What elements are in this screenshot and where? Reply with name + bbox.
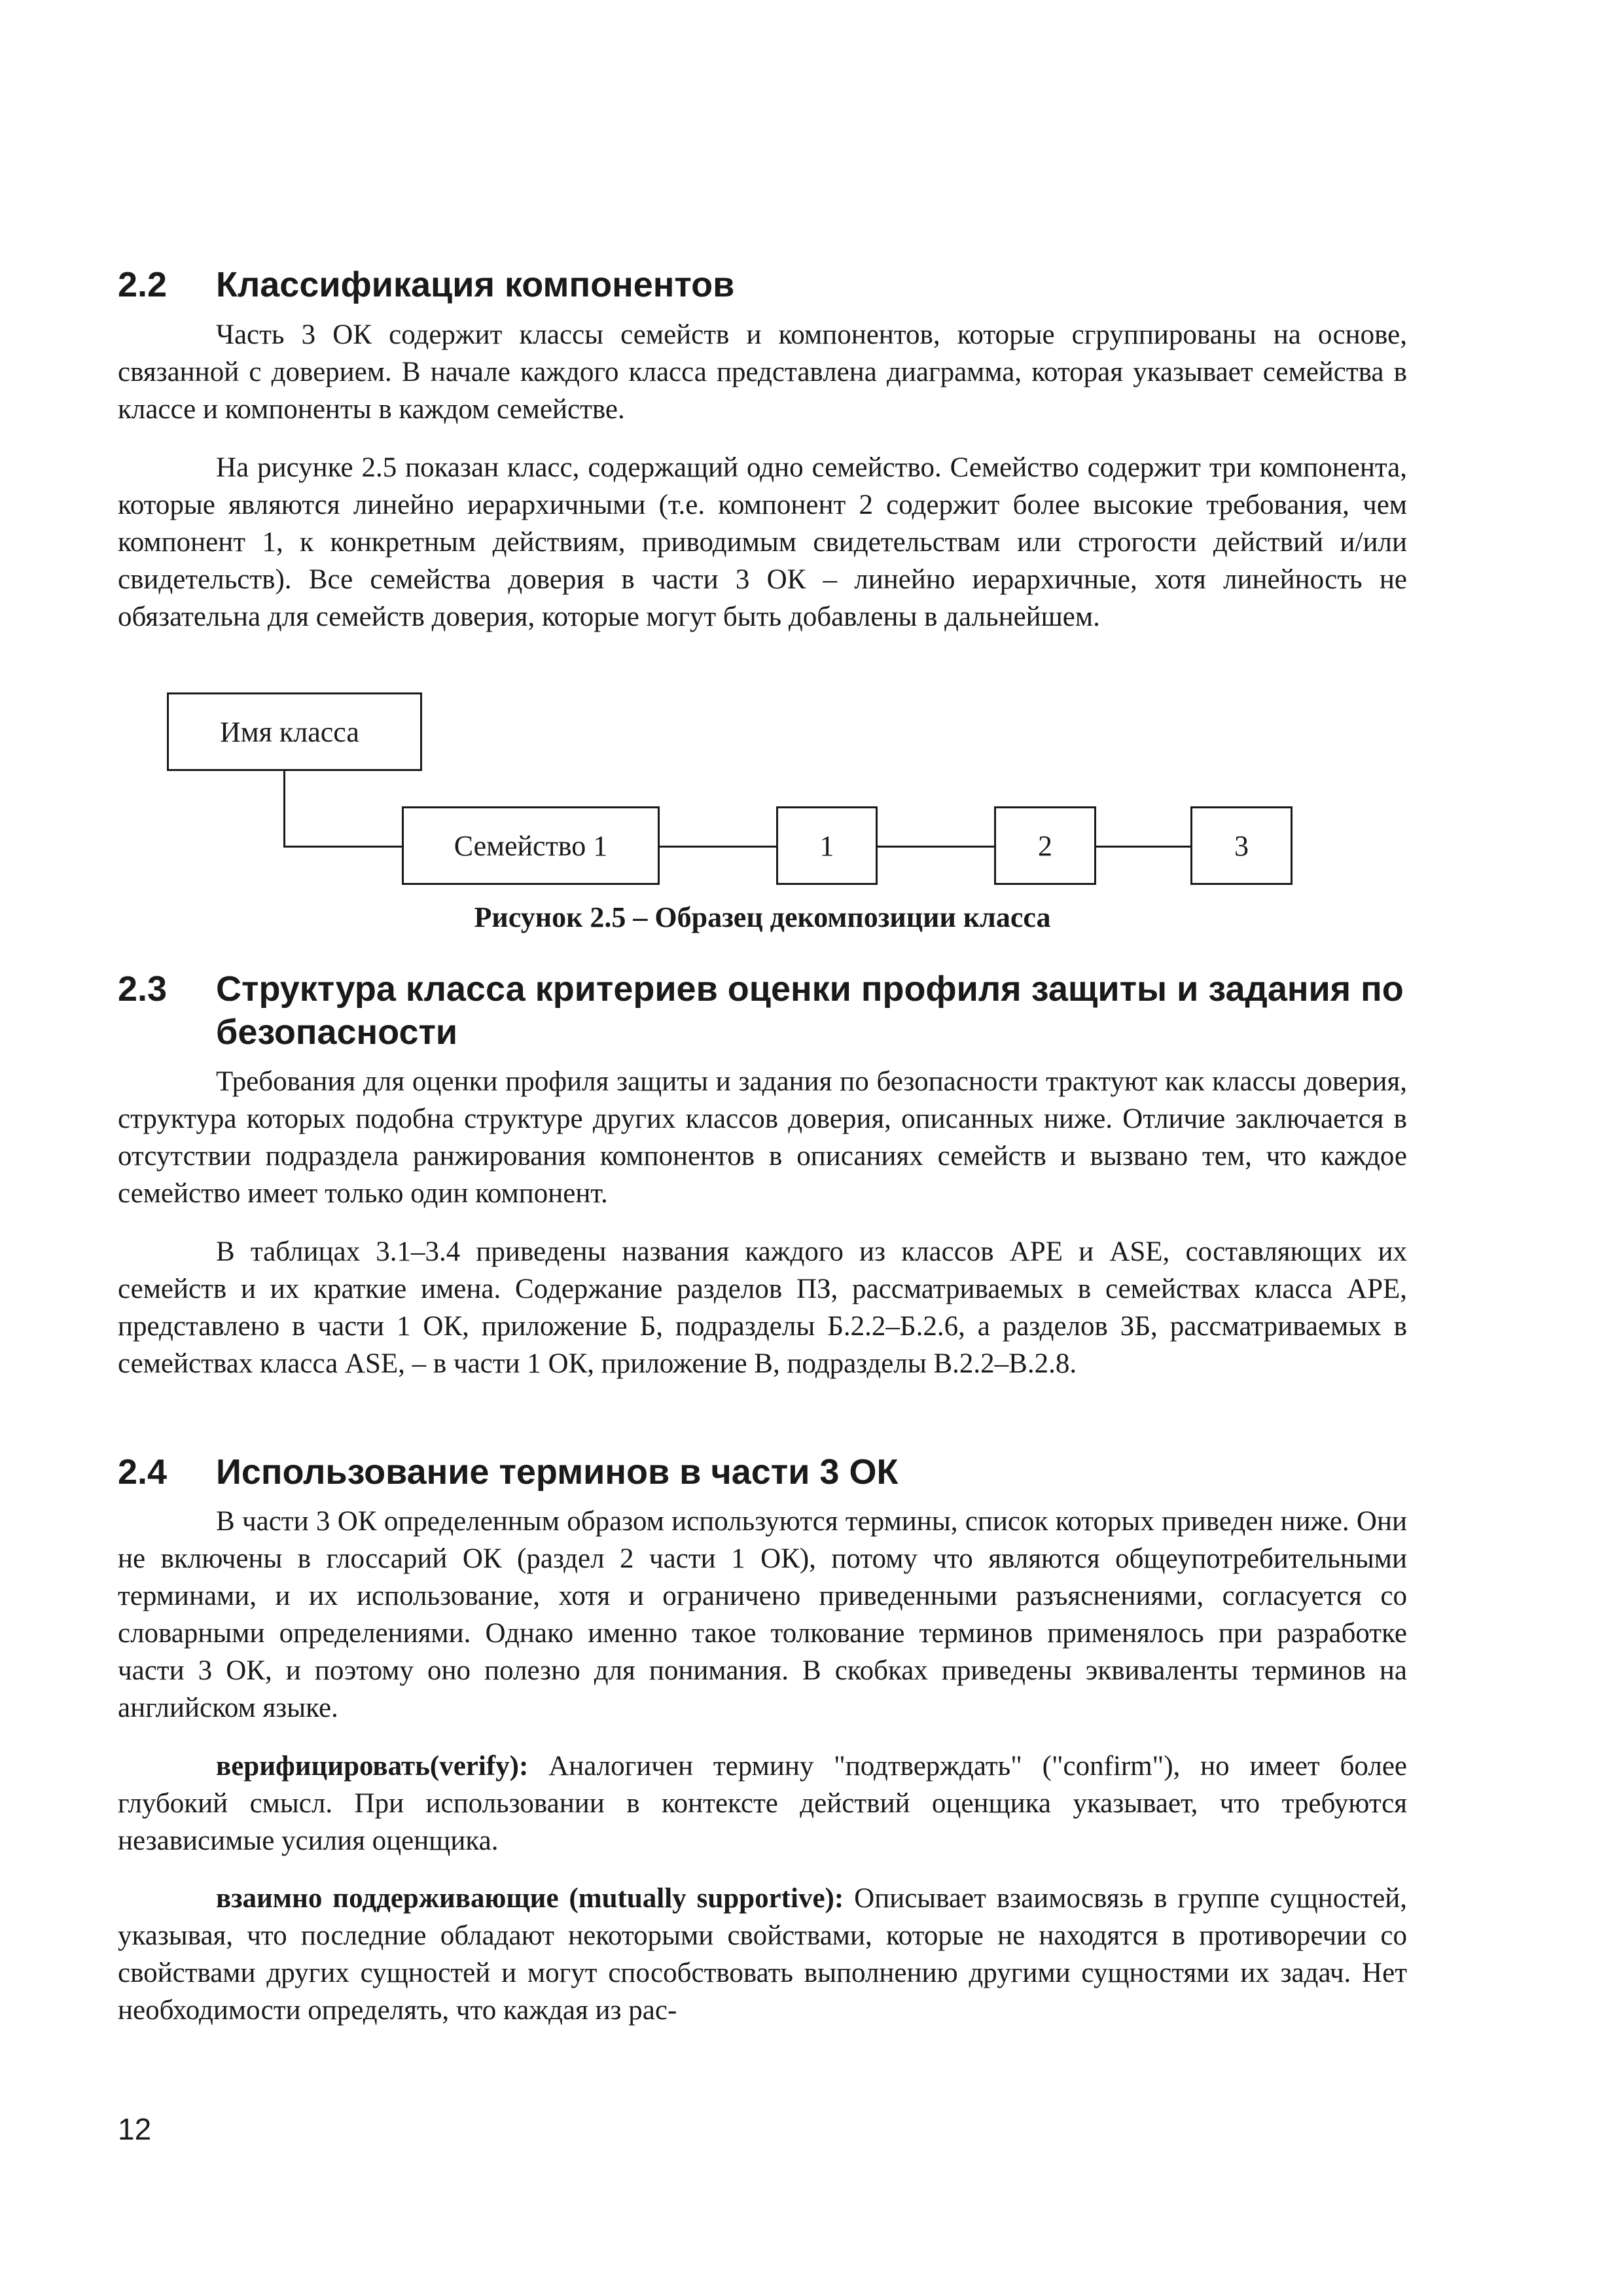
section-title: Структура класса критериев оценки профиля защиты и задания по безопасности — [216, 969, 1404, 1052]
connector-class-horizontal — [283, 846, 403, 848]
section-2-2-paragraph-1: Часть 3 ОК содержит классы семейств и компонентов, которые сгруппированы на основе, связанной с доверием. В начале каждого класса представлена диаграмма, которая указывает семейства в классе и компоненты в каждом семействе. — [118, 319, 1407, 425]
component-3-box — [1190, 806, 1293, 885]
term-mutually-supportive-name: взаимно поддерживающие (mutually supportive): — [216, 1883, 844, 1914]
connector-family-component-1 — [660, 846, 777, 848]
term-verify-name: верифицировать(verify): — [216, 1751, 529, 1782]
family-label: Семейство 1 — [454, 829, 608, 862]
connector-class-vertical — [283, 771, 285, 848]
family-box — [402, 806, 660, 885]
component-2-box — [994, 806, 1096, 885]
class-name-box — [167, 692, 422, 771]
component-1-box — [776, 806, 878, 885]
section-number: 2.3 — [118, 969, 168, 1009]
component-3-label: 3 — [1234, 829, 1249, 862]
term-mutually-supportive-definition — [118, 1880, 1407, 2029]
section-number: 2.4 — [118, 1452, 168, 1492]
section-2-4-paragraph-1: В части 3 ОК определенным образом используются термины, список которых приведен ниже. Они не включены в глоссарий ОК (раздел 2 части 1 ОК), потому что являются общеупотребительными терминами, и их использование, хотя и ограничено приведенными разъяснениями, согласуется со словарными определениями. Однако именно такое толкование терминов применялось при разработке части 3 ОК, и поэтому оно полезно для понимания. В скобках приведены эквиваленты терминов на английском языке. — [118, 1506, 1407, 1723]
section-2-3-paragraph-2: В таблицах 3.1–3.4 приведены названия каждого из классов APE и ASE, составляющих их семейств и их краткие имена. Содержание разделов ПЗ, рассматриваемых в семействах класса APE, представлено в части 1 ОК, приложение Б, подразделы Б.2.2–Б.2.6, а разделов ЗБ, рассматриваемых в семействах класса ASE, – в части 1 ОК, приложение В, подразделы В.2.2–В.2.8. — [118, 1236, 1407, 1379]
connector-component-2-3 — [1096, 846, 1192, 848]
section-title: Использование терминов в части 3 ОК — [216, 1452, 899, 1492]
section-2-2-paragraph-2: На рисунке 2.5 показан класс, содержащий одно семейство. Семейство содержит три компонента, которые являются линейно иерархичными (т.е. компонент 2 содержит более высокие требования, чем компонент 1, к конкретным действиям, приводимым свидетельствам или строгости действий и/или свидетельств). Все семейства доверия в части 3 ОК – линейно иерархичные, хотя линейность не обязательна для семейств доверия, которые могут быть добавлены в дальнейшем. — [118, 452, 1407, 632]
term-verify-definition — [118, 1748, 1407, 1859]
connector-component-1-2 — [878, 846, 995, 848]
section-number: 2.2 — [118, 265, 168, 304]
component-1-label: 1 — [819, 829, 834, 862]
class-name-label: Имя класса — [220, 715, 359, 748]
component-2-label: 2 — [1038, 829, 1052, 862]
figure-caption: Рисунок 2.5 – Образец декомпозиции класса — [474, 901, 1051, 933]
section-title: Классификация компонентов — [216, 265, 735, 304]
term-mutually-supportive-text: Описывает взаимосвязь в группе сущностей, указывая, что последние обладают некоторыми свойствами, которые не находятся в противоречии со свойствами других сущностей и могут способствовать выполнению другими сущностями их задач. Нет необходимости определять, что каждая из рас- — [118, 1883, 1407, 2026]
section-2-3-paragraph-1: Требования для оценки профиля защиты и задания по безопасности трактуют как классы доверия, структура которых подобна структуре других классов доверия, описанных ниже. Отличие заключается в отсутствии подраздела ранжирования компонентов в описаниях семейств и вызвано тем, что каждое семейство имеет только один компонент. — [118, 1066, 1407, 1209]
page-number: 12 — [118, 2112, 152, 2146]
term-verify-text: Аналогичен термину "подтверждать" ("confirm"), но имеет более глубокий смысл. При использовании в контексте действий оценщика указывает, что требуются независимые усилия оценщика. — [118, 1751, 1407, 1856]
